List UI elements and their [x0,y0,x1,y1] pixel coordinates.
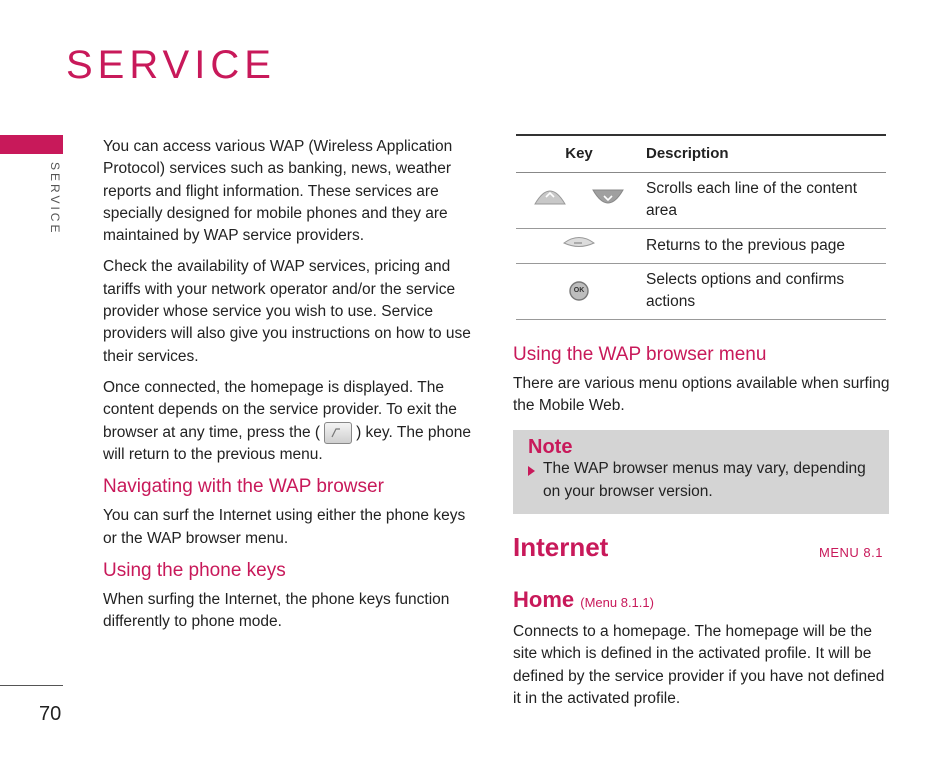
table-header-row [516,135,886,173]
heading-navigating: Navigating with the WAP browser [103,476,384,498]
table-row [516,229,886,264]
ok-key-label: OK [573,286,585,294]
exit-paragraph: Once connected, the homepage is displayed. The content depends on the service provider. To exit the browser at any time, press the ( ) key. The phone will return to the previous menu. [103,378,471,463]
row-description: Scrolls each line of the content area [642,173,886,229]
navigating-paragraph: You can surf the Internet using either the phone keys or the WAP browser menu. [103,507,466,547]
table-row [516,264,886,320]
table-row [516,173,886,229]
availability-paragraph: Check the availability of WAP services, pricing and tariffs with your network operator and/or the service provider whose service you wish to use. Service providers will also give you instructions on how to use their services. [103,258,471,365]
home-menu-number: (Menu 8.1.1) [580,595,654,610]
intro-paragraph: You can access various WAP (Wireless Application Protocol) services such as banking, news, weather reports and flight information. These services are specially designed for mobile phones and they are maintained by WAP service providers. [103,138,453,245]
row-description: Selects options and confirms actions [642,264,886,320]
column-header-key: Key [516,135,642,173]
side-section-label: SERVICE [48,162,62,236]
home-paragraph: Connects to a homepage. The homepage will be the site which is defined in the activated profile. It will be defined by the service provider if you have not defined it in the activated profile. [513,623,885,707]
note-box [513,430,889,514]
home-heading: Home (Menu 8.1.1) [513,587,654,612]
phone-keys-paragraph: When surfing the Internet, the phone keys function differently to phone mode. [103,590,450,631]
browser-menu-paragraph: There are various menu options available when surfing the Mobile Web. [513,375,890,415]
internet-menu-number: MENU 8.1 [819,545,883,560]
section-tab-marker [0,135,63,154]
clear-back-key-icon [562,234,596,257]
page-number: 70 [39,703,62,725]
heading-browser-menu: Using the WAP browser menu [513,344,767,365]
page-title: SERVICE [66,43,276,87]
heading-phone-keys: Using the phone keys [103,559,286,581]
triangle-bullet-icon [528,466,535,476]
internet-heading: Internet [513,532,609,562]
note-title: Note [528,436,573,458]
key-description-table [516,134,886,320]
footer-divider [0,685,63,686]
left-column [103,136,475,642]
row-description: Returns to the previous page [642,229,886,264]
note-text: The WAP browser menus may vary, depending on your browser version. [543,460,866,500]
browser-menu-section [513,338,890,427]
navigation-up-down-keys-icon [531,184,627,217]
column-header-description: Description [642,135,886,173]
end-key-icon [324,422,352,444]
ok-key-icon [568,280,590,302]
